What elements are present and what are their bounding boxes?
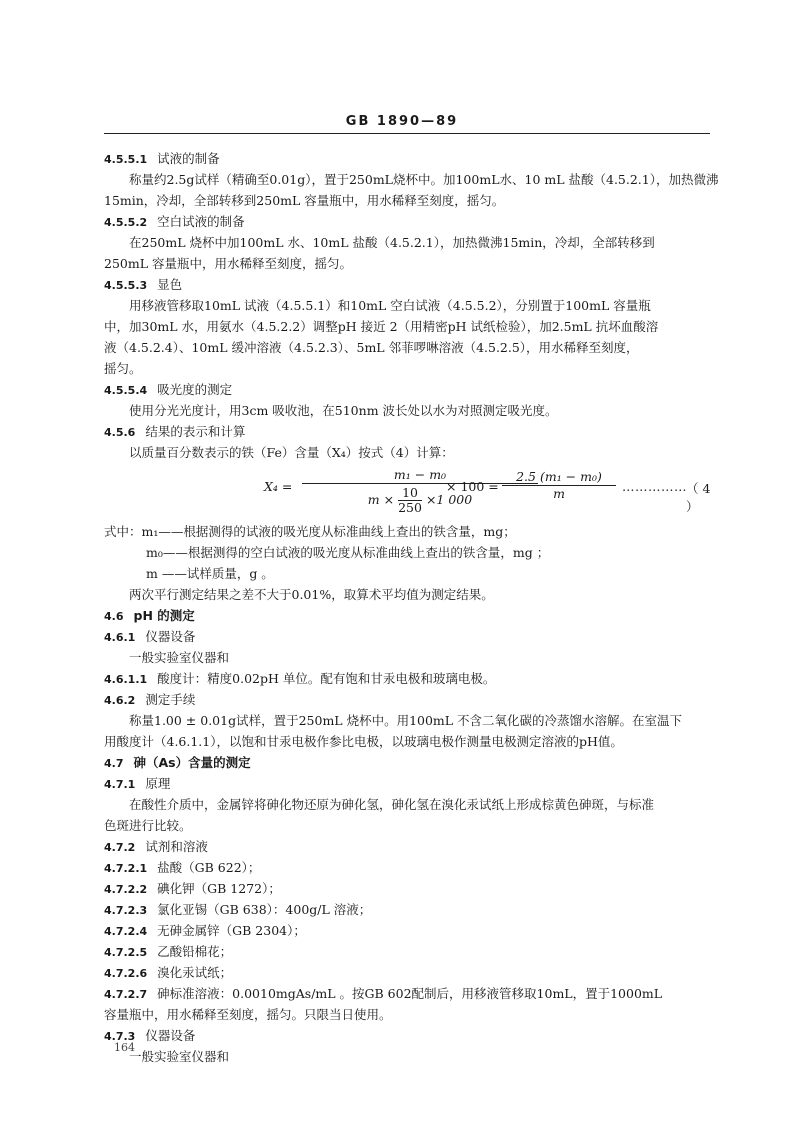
paragraph-line: 在酸性介质中，金属锌将砷化物还原为砷化氢，砷化氢在溴化汞试纸上形成棕黄色砷斑，与标准: [129, 797, 655, 812]
equation-4: [104, 467, 716, 515]
heading-4-5-5-4: 4.5.5.4 吸光度的测定: [104, 382, 233, 397]
list-item: 4.7.2.5 乙酸铅棉花；: [104, 944, 233, 959]
paragraph-line: 称量1.00 ± 0.01g试样，置于250mL 烧杯中。用100mL 不含二氧化碳的冷蒸馏水溶解。在室温下: [129, 713, 683, 728]
paragraph-line: 15min，冷却，全部转移到250mL 容量瓶中，用水稀释至刻度，摇匀。: [104, 193, 505, 208]
heading-4-5-5-1: 4.5.5.1 试液的制备: [104, 151, 220, 166]
equation-fraction-2: [502, 469, 616, 501]
fraction-denominator: m: [553, 486, 565, 501]
heading-4-5-6: 4.5.6 结果的表示和计算: [104, 424, 246, 439]
paragraph-line: 色斑进行比较。: [104, 818, 192, 833]
fraction-numerator: m₁ − m₀: [302, 467, 538, 484]
list-item: 4.7.2.4 无砷金属锌（GB 2304）；: [104, 923, 306, 938]
heading-4-6-2: 4.6.2 测定手续: [104, 692, 196, 707]
paragraph-line: 两次平行测定结果之差不大于0.01%，取算术平均值为测定结果。: [129, 587, 494, 602]
paragraph-line: 称量约2.5g试样（精确至0.01g），置于250mL烧杯中。加100mL水、10 mL 盐酸（4.5.2.1），加热微沸: [129, 172, 719, 187]
fraction-numerator: 2.5 (m₁ − m₀): [502, 469, 616, 486]
fraction-denominator: m × $\frac{10}{250}$ ×1 000: [367, 485, 473, 515]
heading-4-5-5-3: 4.5.5.3 显色: [104, 277, 183, 292]
heading-4-7-3: 4.7.3 仪器设备: [104, 1028, 196, 1043]
paragraph-line: 在250mL 烧杯中加100mL 水、10mL 盐酸（4.5.2.1），加热微沸15min，冷却，全部转移到: [129, 235, 655, 250]
list-item: 4.7.2.3 氯化亚锡（GB 638）：400g/L 溶液；: [104, 902, 372, 917]
equation-number: （ 4 ）: [686, 481, 711, 514]
header-rule: [104, 133, 710, 134]
heading-4-7-1: 4.7.1 原理: [104, 776, 171, 791]
heading-4-6-1: 4.6.1 仪器设备: [104, 629, 196, 644]
list-item: 4.7.2.6 溴化汞试纸；: [104, 965, 233, 980]
document-body: [104, 148, 719, 1067]
page-number: 164: [114, 1041, 135, 1054]
equation-lhs: X₄ =: [264, 479, 293, 494]
paragraph-line: 摇匀。: [104, 361, 142, 376]
page-header: GB 1890—89: [345, 114, 459, 129]
variable-definition: 式中：m₁——根据测得的试液的吸光度从标准曲线上查出的铁含量，mg；: [104, 524, 516, 539]
paragraph-line: 用移液管移取10mL 试液（4.5.5.1）和10mL 空白试液（4.5.5.2），分别置于100mL 容量瓶: [129, 298, 651, 313]
paragraph-line: 用酸度计（4.6.1.1），以饱和甘汞电极作参比电极，以玻璃电极作测量电极测定溶液的pH值。: [104, 734, 623, 749]
heading-4-5-5-2: 4.5.5.2 空白试液的制备: [104, 214, 245, 229]
variable-definition: m₀——根据测得的空白试液的吸光度从标准曲线上查出的铁含量，mg ；: [146, 545, 550, 560]
paragraph-line: 中，加30mL 水，用氨水（4.5.2.2）调整pH 接近 2（用精密pH 试纸检验），加2.5mL 抗坏血酸溶: [104, 319, 659, 334]
heading-4-7-2: 4.7.2 试剂和溶液: [104, 839, 208, 854]
paragraph-line: 液（4.5.2.4）、10mL 缓冲溶液（4.5.2.3）、5mL 邻菲啰啉溶液（4.5.2.5），用水稀释至刻度，: [104, 340, 639, 355]
list-item: 4.7.2.7 砷标准溶液：0.0010mgAs/mL 。按GB 602配制后，用移液管移取10mL，置于1000mL: [104, 986, 663, 1001]
equation-middle: × 100 =: [446, 479, 499, 494]
heading-4-7: 4.7 砷（As）含量的测定: [104, 755, 251, 770]
paragraph-line: 一般实验室仪器和: [129, 650, 230, 665]
paragraph-line: 250mL 容量瓶中，用水稀释至刻度，摇匀。: [104, 256, 352, 271]
paragraph-line: 容量瓶中，用水稀释至刻度，摇匀。只限当日使用。: [104, 1007, 392, 1022]
paragraph-line: 以质量百分数表示的铁（Fe）含量（X₄）按式（4）计算：: [129, 445, 454, 460]
nested-fraction: $\frac{10}{250}$: [398, 485, 422, 515]
equation-leader-dots: ……………: [622, 479, 687, 494]
list-item: 4.7.2.1 盐酸（GB 622）；: [104, 860, 261, 875]
variable-definition: m ——试样质量，g 。: [146, 566, 274, 581]
list-item: 4.7.2.2 碘化钾（GB 1272）；: [104, 881, 281, 896]
paragraph-line: 一般实验室仪器和: [129, 1049, 230, 1064]
heading-4-6-1-1: 4.6.1.1 酸度计：精度0.02pH 单位。配有饱和甘汞电极和玻璃电极。: [104, 671, 496, 686]
heading-4-6: 4.6 pH 的测定: [104, 608, 195, 623]
paragraph-line: 使用分光光度计，用3cm 吸收池，在510nm 波长处以水为对照测定吸光度。: [129, 403, 558, 418]
